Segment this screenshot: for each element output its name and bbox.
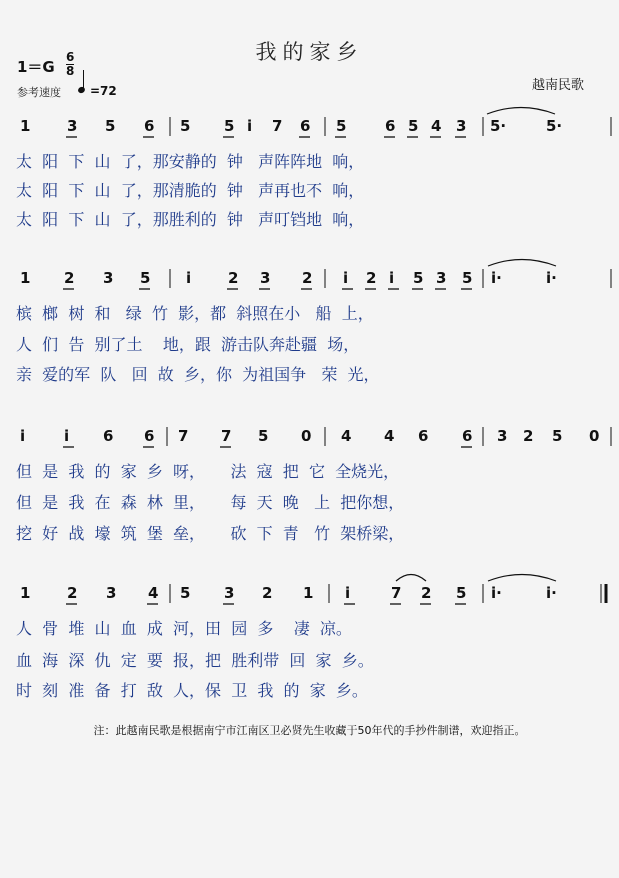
note-4-8: 1 [303,584,314,602]
note-2-8: 2 [302,269,313,287]
note-4-2: 2 [67,584,78,602]
song-title: 我的家乡 [255,40,364,64]
tempo-bpm: =72 [90,84,117,98]
note-3-7: 5 [258,427,269,445]
note-1-14: 3 [456,117,467,135]
meter-top: 6 [66,50,75,64]
note-3-1: i [20,427,26,445]
note-1-16: 5· [546,117,563,135]
note-1-5: 5 [180,117,191,135]
lyrics-line-1-3: 太 阳 下 山 了，那胜利的 钟 声叮铛地 响， [16,210,365,229]
lyrics-line-3-3: 挖 好 战 壕 筑 堡 垒， 砍 下 青 竹 架桥梁， [16,524,405,543]
note-4-5: 5 [180,584,191,602]
note-1-9: 6 [300,117,311,135]
note-2-15: i· [491,269,502,287]
note-3-13: 3 [497,427,508,445]
note-1-7: i [247,117,253,135]
lyrics-line-3-1: 但 是 我 的 家 乡 呀， 法 寇 把 它 全烧光， [16,462,400,481]
note-1-10: 5 [336,117,347,135]
note-2-10: 2 [366,269,377,287]
lyrics-line-4-1: 人 骨 堆 山 血 成 河，田 园 多 凄 凉。 [16,619,352,638]
note-2-16: i· [546,269,557,287]
note-2-1: 1 [20,269,31,287]
note-3-6: 7 [221,427,232,445]
note-4-12: 5 [456,584,467,602]
key-signature: 1＝G [17,58,55,76]
note-2-9: i [343,269,349,287]
note-1-4: 6 [144,117,155,135]
note-1-2: 3 [67,117,78,135]
note-3-12: 6 [462,427,473,445]
note-4-10: 7 [391,584,402,602]
note-2-12: 5 [413,269,424,287]
note-1-8: 7 [272,117,283,135]
lyrics-line-3-2: 但 是 我 在 森 林 里， 每 天 晚 上 把你想， [16,493,405,512]
note-4-13: i· [491,584,502,602]
note-2-14: 5 [462,269,473,287]
note-1-6: 5 [224,117,235,135]
note-3-5: 7 [178,427,189,445]
note-3-16: 0 [589,427,600,445]
meter-bottom: 8 [66,64,75,78]
note-2-4: 5 [140,269,151,287]
note-4-7: 2 [262,584,273,602]
note-2-6: 2 [228,269,239,287]
note-1-12: 5 [408,117,419,135]
note-3-2: i [64,427,70,445]
note-2-5: i [186,269,192,287]
note-2-11: i [389,269,395,287]
note-4-4: 4 [148,584,159,602]
note-1-3: 5 [105,117,116,135]
footnote: 注：此越南民歌是根据南宁市江南区卫必贤先生收藏于50年代的手抄件制谱，欢迎指正。 [93,724,526,737]
note-3-15: 5 [552,427,563,445]
note-3-10: 4 [384,427,395,445]
lyrics-line-2-2: 人 们 告 别了土 地，跟 游击队奔赴疆 场， [16,335,360,354]
note-1-11: 6 [385,117,396,135]
note-1-13: 4 [431,117,442,135]
note-1-15: 5· [490,117,507,135]
note-3-8: 0 [301,427,312,445]
lyrics-line-2-1: 槟 榔 树 和 绿 竹 影，都 斜照在小 船 上， [16,304,374,323]
note-2-2: 2 [64,269,75,287]
lyrics-line-4-3: 时 刻 准 备 打 敌 人，保 卫 我 的 家 乡。 [16,681,368,700]
note-3-4: 6 [144,427,155,445]
lyrics-line-4-2: 血 海 深 仇 定 要 报，把 胜利带 回 家 乡。 [16,651,374,670]
note-3-9: 4 [341,427,352,445]
note-3-3: 6 [103,427,114,445]
note-1-1: 1 [20,117,31,135]
note-2-13: 3 [436,269,447,287]
lyrics-line-1-1: 太 阳 下 山 了，那安静的 钟 声阵阵地 响， [16,152,365,171]
note-4-3: 3 [106,584,117,602]
song-origin: 越南民歌 [532,78,585,93]
note-4-9: i [345,584,351,602]
note-4-6: 3 [224,584,235,602]
note-4-11: 2 [421,584,432,602]
note-2-3: 3 [103,269,114,287]
lyrics-line-2-3: 亲 爱的军 队 回 故 乡，你 为祖国争 荣 光， [16,365,380,384]
note-4-1: 1 [20,584,31,602]
note-2-7: 3 [260,269,271,287]
note-3-11: 6 [418,427,429,445]
note-3-14: 2 [523,427,534,445]
tempo-label: 参考速度 [17,86,61,99]
note-4-14: i· [546,584,557,602]
lyrics-line-1-2: 太 阳 下 山 了，那清脆的 钟 声再也不 响， [16,181,365,200]
